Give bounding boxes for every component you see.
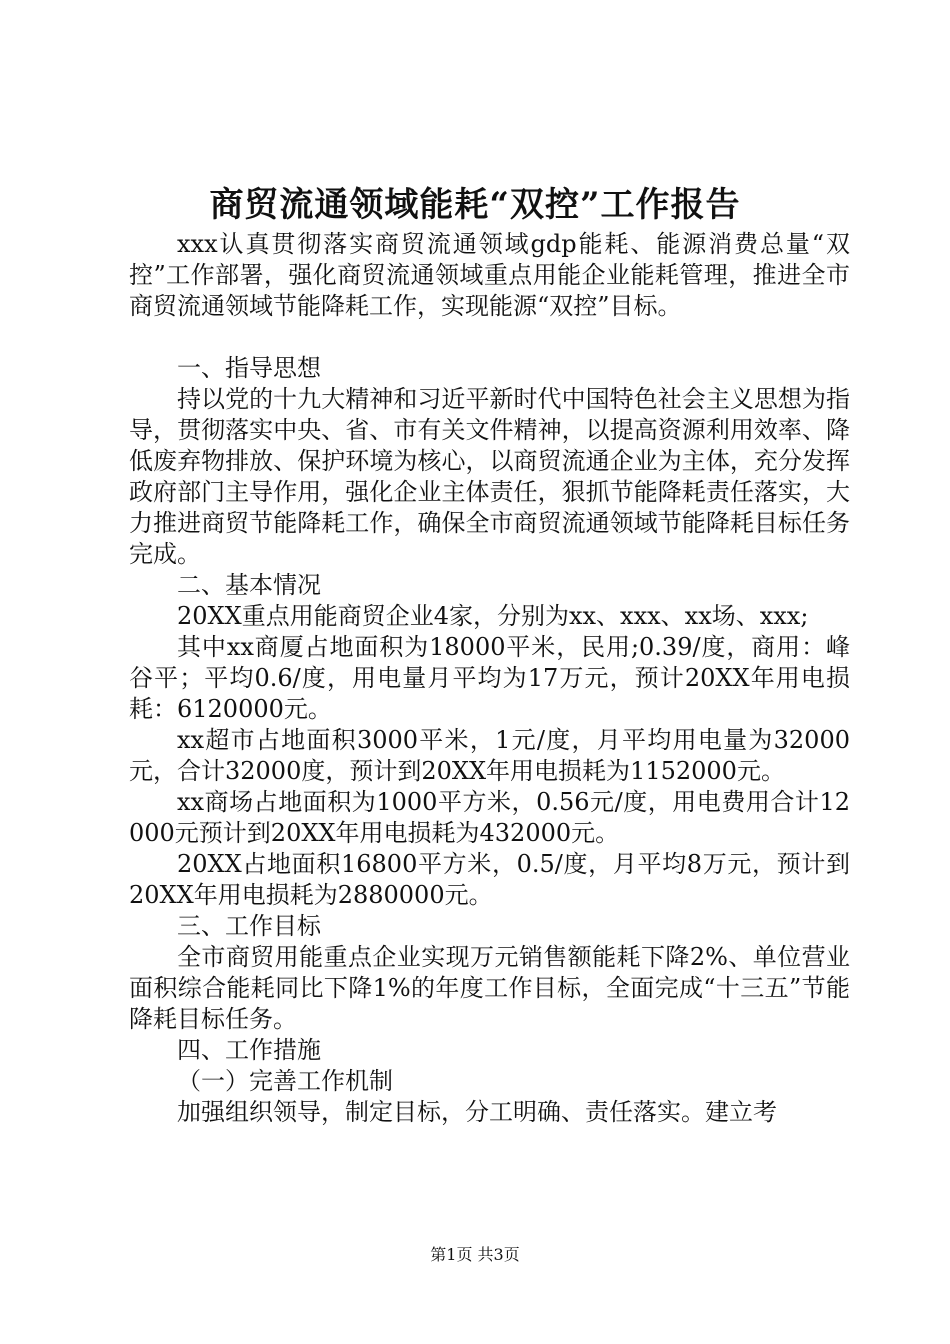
section-heading: 四、工作措施: [177, 1036, 321, 1064]
paragraph: xx商场占地面积为1000平方米，0.56元/度，用电费用合计12000元预计到20XX年用电损耗为432000元。: [129, 788, 850, 847]
section-heading: 一、指导思想: [177, 354, 321, 382]
page-footer: 第1页 共3页: [430, 1245, 520, 1264]
document-title: 商贸流通领域能耗“双控”工作报告: [209, 185, 741, 225]
section-heading: 三、工作目标: [177, 912, 321, 940]
paragraph: 20XX重点用能商贸企业4家，分别为xx、xxx、xx场、xxx;: [177, 602, 809, 630]
intro-paragraph: xxx认真贯彻落实商贸流通领域gdp能耗、能源消费总量“双控”工作部署，强化商贸流通领域重点用能企业能耗管理，推进全市商贸流通领域节能降耗工作，实现能源“双控”目标。: [129, 230, 850, 320]
paragraph: xx超市占地面积3000平米，1元/度，月平均用电量为32000元，合计32000度，预计到20XX年用电损耗为1152000元。: [129, 726, 850, 785]
paragraph: 全市商贸用能重点企业实现万元销售额能耗下降2%、单位营业面积综合能耗同比下降1%的年度工作目标，全面完成“十三五”节能降耗目标任务。: [129, 943, 850, 1033]
paragraph: 加强组织领导，制定目标，分工明确、责任落实。建立考: [177, 1098, 777, 1126]
section-heading: 二、基本情况: [177, 571, 321, 599]
paragraph: 持以党的十九大精神和习近平新时代中国特色社会主义思想为指导，贯彻落实中央、省、市有关文件精神，以提高资源利用效率、降低废弃物排放、保护环境为核心，以商贸流通企业为主体，充分发挥政府部门主导作用，强化企业主体责任，狠抓节能降耗责任落实，大力推进商贸节能降耗工作，确保全市商贸流通领域节能降耗目标任务完成。: [129, 385, 850, 568]
paragraph: 20XX占地面积16800平方米，0.5/度，月平均8万元，预计到20XX年用电损耗为2880000元。: [129, 850, 850, 909]
paragraph: 其中xx商厦占地面积为18000平米，民用;0.39/度，商用：峰谷平；平均0.6/度，用电量月平均为17万元，预计20XX年用电损耗：6120000元。: [129, 633, 850, 723]
document-body: [129, 229, 850, 1128]
subsection-heading: （一）完善工作机制: [177, 1067, 393, 1095]
